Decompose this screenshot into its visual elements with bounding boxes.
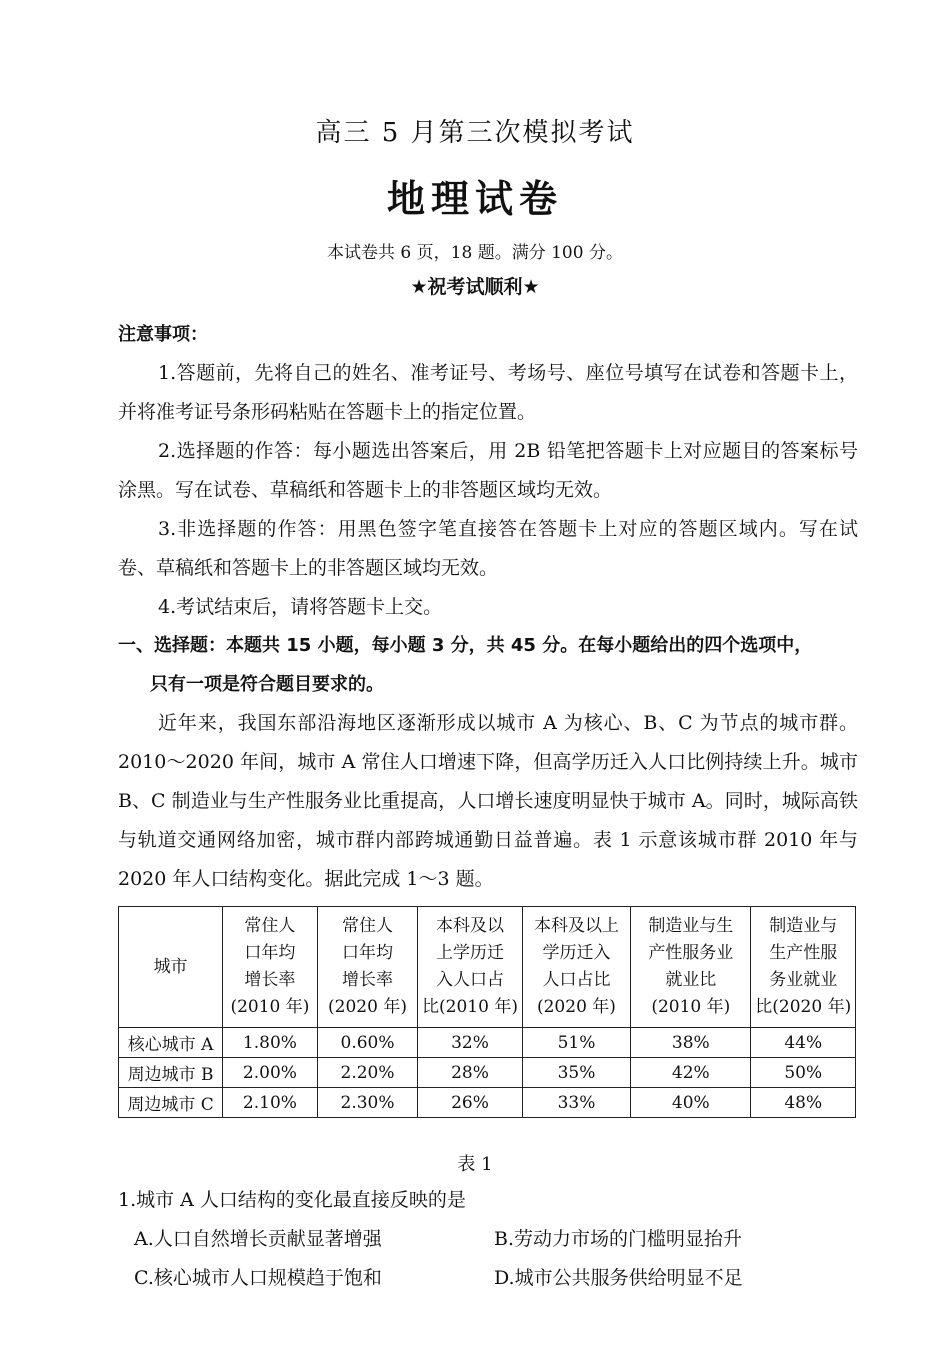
header-growth-2020: 常住人 口年均 增长率 (2020 年) <box>317 907 418 1028</box>
table-cell: 48% <box>751 1088 856 1118</box>
table-cell: 1.80% <box>223 1028 318 1058</box>
passage-text: 近年来，我国东部沿海地区逐渐形成以城市 A 为核心、B、C 为节点的城市群。2010～2020 年间，城市 A 常住人口增速下降，但高学历迁入人口比例持续上升。城市 B、C 制造业与生产性服务业比重提高，人口增长速度明显快于城市 A。同时，城际高铁与轨道交通网络加密，城市群内部跨城通勤日益普遍。表 1 示意该城市群 2010 年与 2020 年人口结构变化。据此完成 1～3 题。 <box>118 712 858 890</box>
note-item-3: 3.非选择题的作答：用黑色签字笔直接答在答题卡上对应的答题区域内。写在试卷、草稿纸和答题卡上的非答题区域均无效。 <box>118 518 858 579</box>
table-cell: 2.00% <box>223 1058 318 1088</box>
table-cell: 40% <box>631 1088 751 1118</box>
note-item-4: 4.考试结束后，请将答题卡上交。 <box>158 596 443 618</box>
section-one <box>118 626 858 899</box>
table-cell: 35% <box>522 1058 630 1088</box>
table-cell: 2.30% <box>317 1088 418 1118</box>
question-1-stem: 1.城市 A 人口结构的变化最直接反映的是 <box>118 1189 466 1211</box>
table-cell: 44% <box>751 1028 856 1058</box>
table-caption: 表 1 <box>457 1154 493 1175</box>
table-row <box>119 1028 856 1058</box>
header-employ-2010: 制造业与生 产性服务业 就业比 (2010 年) <box>631 907 751 1028</box>
table-cell: 0.60% <box>317 1028 418 1058</box>
exam-wish: ★祝考试顺利★ <box>410 276 540 298</box>
exam-subtitle: 高三 5 月第三次模拟考试 <box>315 118 635 148</box>
header-edu-2010: 本科及以 上学历迁 入人口占 比(2010 年) <box>418 907 522 1028</box>
table-cell: 51% <box>522 1028 630 1058</box>
table-header-row <box>119 907 856 1028</box>
table-cell: 28% <box>418 1058 522 1088</box>
section-heading-line2: 只有一项是符合题目要求的。 <box>150 674 384 695</box>
section-heading-line1: 一、选择题：本题共 15 小题，每小题 3 分，共 45 分。在每小题给出的四个选项中， <box>118 635 813 656</box>
question-1-option-a[interactable]: A.人口自然增长贡献显著增强 <box>134 1228 382 1250</box>
table-cell: 50% <box>751 1058 856 1088</box>
table-row <box>119 1088 856 1118</box>
question-1-option-b[interactable]: B.劳动力市场的门槛明显抬升 <box>494 1228 743 1250</box>
table-cell: 2.20% <box>317 1058 418 1088</box>
header-employ-2020: 制造业与 生产性服 务业就业 比(2020 年) <box>751 907 856 1028</box>
table-cell: 周边城市 B <box>119 1058 223 1088</box>
table-cell: 32% <box>418 1028 522 1058</box>
exam-title: 地理试卷 <box>386 177 563 221</box>
table-cell: 核心城市 A <box>119 1028 223 1058</box>
note-item-1: 1.答题前，先将自己的姓名、准考证号、考场号、座位号填写在试卷和答题卡上，并将准考证号条形码粘贴在答题卡上的指定位置。 <box>118 362 858 423</box>
table-cell: 2.10% <box>223 1088 318 1118</box>
exam-info: 本试卷共 6 页，18 题。满分 100 分。 <box>327 243 623 263</box>
header-growth-2010: 常住人 口年均 增长率 (2010 年) <box>223 907 318 1028</box>
population-table <box>118 906 856 1118</box>
header-city: 城市 <box>119 907 223 1028</box>
notes-section <box>118 315 858 627</box>
question-1-option-c[interactable]: C.核心城市人口规模趋于饱和 <box>134 1267 382 1289</box>
table-row <box>119 1058 856 1088</box>
table-cell: 38% <box>631 1028 751 1058</box>
table-cell: 26% <box>418 1088 522 1118</box>
table-cell: 33% <box>522 1088 630 1118</box>
table-cell: 周边城市 C <box>119 1088 223 1118</box>
table-cell: 42% <box>631 1058 751 1088</box>
notes-heading: 注意事项： <box>118 324 208 345</box>
question-1-option-d[interactable]: D.城市公共服务供给明显不足 <box>494 1267 743 1289</box>
note-item-2: 2.选择题的作答：每小题选出答案后，用 2B 铅笔把答题卡上对应题目的答案标号涂黑。写在试卷、草稿纸和答题卡上的非答题区域均无效。 <box>118 440 858 501</box>
header-edu-2020: 本科及以上 学历迁入 人口占比 (2020 年) <box>522 907 630 1028</box>
